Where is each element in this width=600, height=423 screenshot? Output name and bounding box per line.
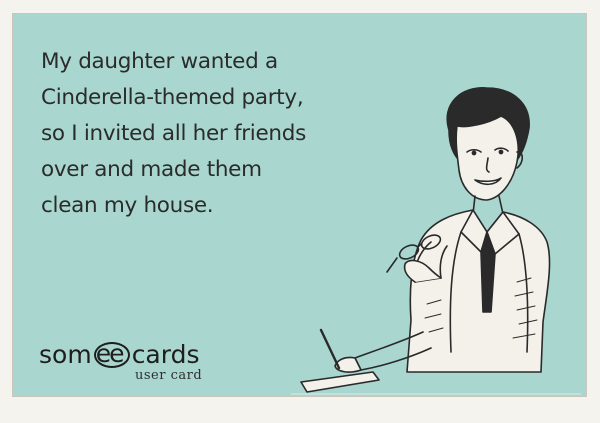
woman-illustration-svg <box>291 82 581 397</box>
logo-suffix: cards <box>131 340 200 369</box>
caption-line: clean my house. <box>41 193 214 218</box>
caption-line: so I invited all her friends <box>41 121 306 146</box>
caption-line: Cinderella-themed party, <box>41 85 304 110</box>
right-pupil <box>499 150 502 153</box>
logo-ee: ee <box>95 339 123 368</box>
logo-wordmark <box>39 340 200 370</box>
someecards-logo <box>39 340 239 390</box>
pen <box>321 330 339 368</box>
notepad <box>301 372 379 392</box>
logo-ee-badge <box>93 340 131 370</box>
caption-line: My daughter wanted a <box>41 49 278 74</box>
writing-hand <box>335 357 361 372</box>
logo-subtitle: user card <box>135 368 203 383</box>
ecard <box>12 13 587 397</box>
caption-line: over and made them <box>41 157 262 182</box>
logo-prefix: som <box>39 340 92 369</box>
left-pupil <box>472 151 475 154</box>
retro-woman-writing-illustration <box>291 82 581 397</box>
